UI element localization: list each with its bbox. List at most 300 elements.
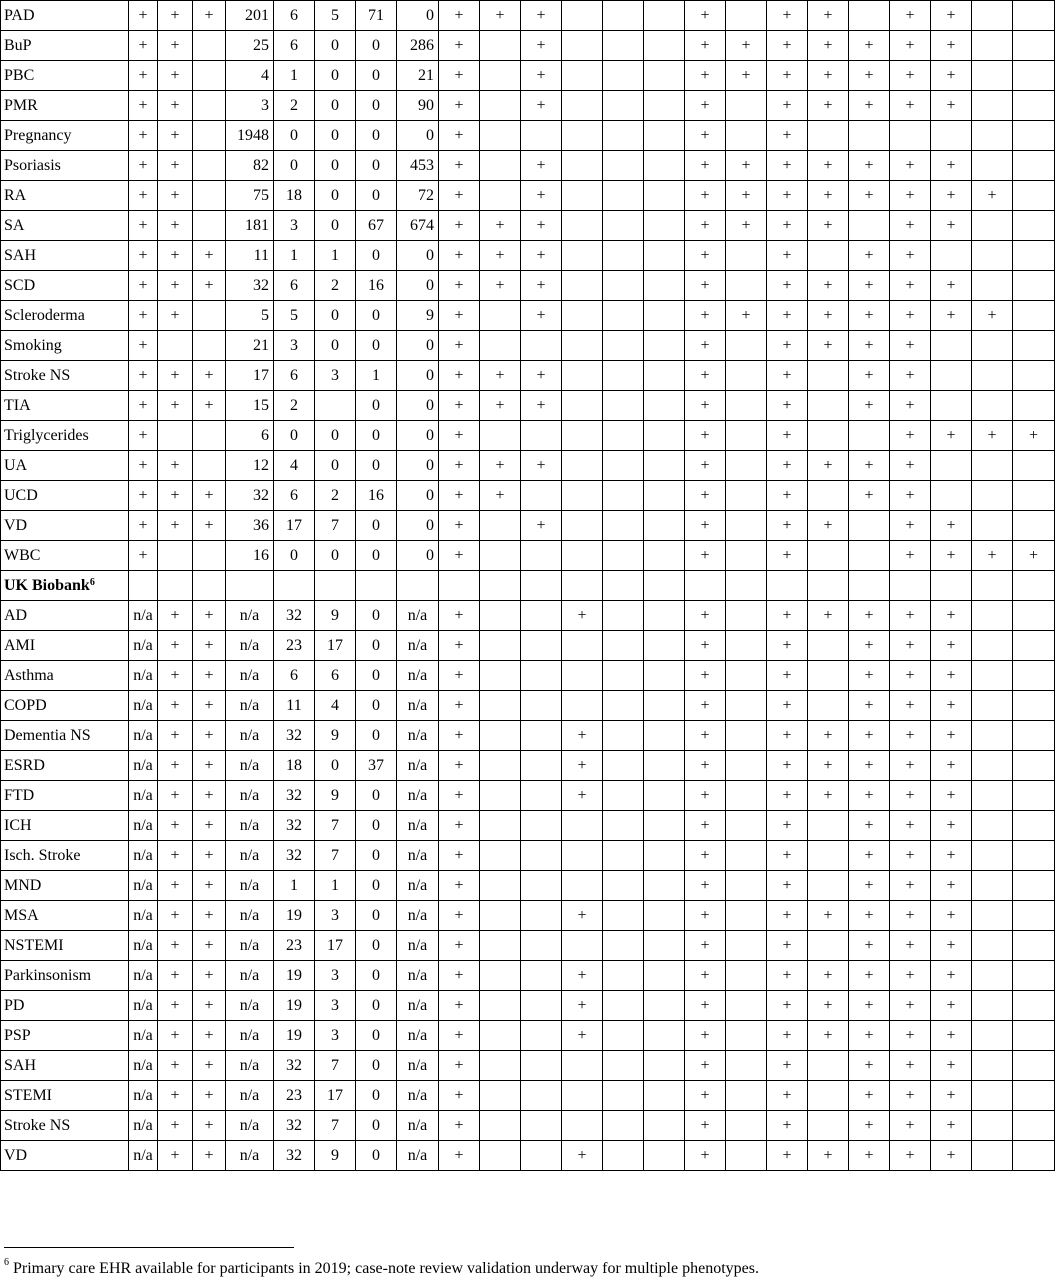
table-cell bbox=[726, 361, 767, 391]
table-cell: + bbox=[808, 751, 849, 781]
table-cell: 0 bbox=[356, 1051, 397, 1081]
table-cell bbox=[849, 121, 890, 151]
table-cell: 36 bbox=[226, 511, 274, 541]
section-row bbox=[1, 571, 1055, 601]
table-cell bbox=[849, 541, 890, 571]
table-cell: 32 bbox=[274, 811, 315, 841]
table-cell: + bbox=[767, 901, 808, 931]
table-cell: 17 bbox=[274, 511, 315, 541]
table-cell bbox=[521, 1111, 562, 1141]
table-cell: + bbox=[890, 421, 931, 451]
table-cell: + bbox=[685, 781, 726, 811]
table-cell: + bbox=[439, 331, 480, 361]
table-cell bbox=[603, 1141, 644, 1171]
table-cell: + bbox=[193, 751, 226, 781]
table-cell: + bbox=[849, 1081, 890, 1111]
table-cell: + bbox=[931, 1051, 972, 1081]
table-cell: n/a bbox=[397, 841, 439, 871]
table-cell: n/a bbox=[129, 631, 158, 661]
table-cell: + bbox=[158, 91, 193, 121]
table-cell bbox=[644, 571, 685, 601]
table-cell bbox=[808, 931, 849, 961]
table-cell: 6 bbox=[226, 421, 274, 451]
table-cell: + bbox=[521, 271, 562, 301]
row-label: COPD bbox=[1, 691, 129, 721]
table-cell: + bbox=[158, 211, 193, 241]
table-cell: + bbox=[129, 421, 158, 451]
table-cell: + bbox=[767, 811, 808, 841]
table-cell: + bbox=[158, 301, 193, 331]
table-cell: n/a bbox=[397, 721, 439, 751]
table-cell: 72 bbox=[397, 181, 439, 211]
table-cell bbox=[644, 271, 685, 301]
table-cell: + bbox=[193, 601, 226, 631]
table-cell bbox=[808, 541, 849, 571]
table-row bbox=[1, 511, 1055, 541]
table-cell: 0 bbox=[356, 1081, 397, 1111]
row-label: PMR bbox=[1, 91, 129, 121]
table-cell: 201 bbox=[226, 1, 274, 31]
table-cell bbox=[603, 451, 644, 481]
table-cell: n/a bbox=[226, 841, 274, 871]
table-row bbox=[1, 391, 1055, 421]
table-cell bbox=[521, 721, 562, 751]
table-cell: + bbox=[808, 271, 849, 301]
table-cell: + bbox=[849, 271, 890, 301]
table-cell bbox=[603, 1111, 644, 1141]
table-cell bbox=[644, 151, 685, 181]
table-cell: + bbox=[890, 271, 931, 301]
row-label: Triglycerides bbox=[1, 421, 129, 451]
table-cell: + bbox=[808, 1021, 849, 1051]
table-cell: + bbox=[767, 331, 808, 361]
table-cell: + bbox=[685, 901, 726, 931]
table-cell: + bbox=[931, 961, 972, 991]
table-cell bbox=[644, 241, 685, 271]
table-cell: 0 bbox=[356, 631, 397, 661]
table-cell: + bbox=[480, 451, 521, 481]
table-cell: + bbox=[890, 181, 931, 211]
table-cell: 19 bbox=[274, 901, 315, 931]
table-cell: + bbox=[129, 241, 158, 271]
table-row bbox=[1, 451, 1055, 481]
table-row bbox=[1, 991, 1055, 1021]
table-cell: + bbox=[931, 271, 972, 301]
table-cell bbox=[726, 271, 767, 301]
table-cell bbox=[972, 61, 1013, 91]
table-cell: 0 bbox=[274, 121, 315, 151]
row-label: BuP bbox=[1, 31, 129, 61]
table-cell: + bbox=[158, 901, 193, 931]
table-cell: + bbox=[439, 301, 480, 331]
table-cell bbox=[603, 31, 644, 61]
table-cell: n/a bbox=[226, 931, 274, 961]
table-cell: n/a bbox=[397, 811, 439, 841]
table-cell bbox=[521, 901, 562, 931]
table-cell: + bbox=[849, 1021, 890, 1051]
table-cell bbox=[972, 571, 1013, 601]
table-cell bbox=[521, 601, 562, 631]
table-cell bbox=[480, 961, 521, 991]
table-cell: 75 bbox=[226, 181, 274, 211]
table-cell: 0 bbox=[274, 151, 315, 181]
table-cell bbox=[480, 931, 521, 961]
table-cell: + bbox=[808, 31, 849, 61]
table-cell: + bbox=[890, 481, 931, 511]
table-cell bbox=[603, 751, 644, 781]
table-cell: + bbox=[767, 961, 808, 991]
table-cell bbox=[603, 481, 644, 511]
footnote-reference: 6 bbox=[89, 577, 95, 588]
table-cell: + bbox=[849, 1051, 890, 1081]
table-cell bbox=[562, 691, 603, 721]
table-cell: + bbox=[480, 271, 521, 301]
table-cell: 9 bbox=[315, 601, 356, 631]
table-cell bbox=[193, 181, 226, 211]
table-cell: + bbox=[726, 61, 767, 91]
table-cell: + bbox=[890, 751, 931, 781]
table-cell bbox=[808, 391, 849, 421]
table-cell: + bbox=[158, 1141, 193, 1171]
table-cell: + bbox=[890, 91, 931, 121]
table-cell bbox=[726, 391, 767, 421]
table-cell: + bbox=[158, 31, 193, 61]
table-cell: + bbox=[931, 931, 972, 961]
table-cell: n/a bbox=[397, 691, 439, 721]
table-cell: + bbox=[685, 211, 726, 241]
table-cell bbox=[193, 421, 226, 451]
table-row bbox=[1, 631, 1055, 661]
table-cell: 0 bbox=[397, 1, 439, 31]
table-cell bbox=[644, 451, 685, 481]
table-cell bbox=[480, 91, 521, 121]
table-cell: + bbox=[808, 901, 849, 931]
table-cell: + bbox=[808, 511, 849, 541]
table-cell: + bbox=[767, 691, 808, 721]
table-cell: + bbox=[931, 841, 972, 871]
table-cell: n/a bbox=[129, 811, 158, 841]
table-cell: + bbox=[129, 121, 158, 151]
table-cell: 0 bbox=[356, 301, 397, 331]
table-cell bbox=[521, 121, 562, 151]
table-row bbox=[1, 931, 1055, 961]
table-cell: + bbox=[767, 31, 808, 61]
table-cell bbox=[726, 331, 767, 361]
table-cell bbox=[644, 691, 685, 721]
row-label: Isch. Stroke bbox=[1, 841, 129, 871]
table-cell bbox=[193, 31, 226, 61]
table-cell: + bbox=[521, 451, 562, 481]
table-cell bbox=[972, 151, 1013, 181]
table-cell bbox=[972, 1081, 1013, 1111]
table-cell: + bbox=[158, 631, 193, 661]
table-cell bbox=[972, 1021, 1013, 1051]
table-cell bbox=[1013, 301, 1055, 331]
table-cell bbox=[480, 1081, 521, 1111]
table-cell bbox=[480, 1021, 521, 1051]
table-cell bbox=[562, 211, 603, 241]
table-cell: + bbox=[562, 1141, 603, 1171]
table-cell bbox=[972, 121, 1013, 151]
table-cell: 1948 bbox=[226, 121, 274, 151]
table-cell: 0 bbox=[315, 301, 356, 331]
table-cell: + bbox=[193, 511, 226, 541]
table-cell: + bbox=[439, 241, 480, 271]
table-cell: + bbox=[849, 481, 890, 511]
table-row bbox=[1, 301, 1055, 331]
table-cell: n/a bbox=[226, 871, 274, 901]
table-cell: + bbox=[193, 1021, 226, 1051]
row-label: AMI bbox=[1, 631, 129, 661]
table-cell: + bbox=[931, 781, 972, 811]
table-cell: 32 bbox=[274, 781, 315, 811]
table-cell: + bbox=[158, 931, 193, 961]
table-cell: 3 bbox=[315, 901, 356, 931]
table-cell: n/a bbox=[129, 991, 158, 1021]
table-cell bbox=[972, 781, 1013, 811]
table-cell: 0 bbox=[356, 1141, 397, 1171]
table-cell: + bbox=[849, 991, 890, 1021]
table-cell: + bbox=[685, 391, 726, 421]
table-cell bbox=[356, 571, 397, 601]
table-cell bbox=[726, 931, 767, 961]
table-cell: 37 bbox=[356, 751, 397, 781]
table-cell bbox=[480, 331, 521, 361]
table-cell: + bbox=[931, 661, 972, 691]
table-cell: 0 bbox=[356, 661, 397, 691]
table-cell: + bbox=[439, 1081, 480, 1111]
table-cell bbox=[972, 661, 1013, 691]
row-label: STEMI bbox=[1, 1081, 129, 1111]
table-cell bbox=[931, 451, 972, 481]
footnote bbox=[4, 1257, 759, 1278]
table-cell: n/a bbox=[226, 961, 274, 991]
table-cell: + bbox=[193, 721, 226, 751]
table-cell: + bbox=[480, 211, 521, 241]
table-cell: + bbox=[158, 691, 193, 721]
table-row bbox=[1, 181, 1055, 211]
table-cell bbox=[644, 961, 685, 991]
table-cell bbox=[521, 541, 562, 571]
table-cell bbox=[808, 691, 849, 721]
table-cell: + bbox=[439, 661, 480, 691]
table-cell: + bbox=[193, 241, 226, 271]
table-cell bbox=[972, 391, 1013, 421]
table-cell: + bbox=[129, 31, 158, 61]
table-cell: + bbox=[767, 991, 808, 1021]
table-cell: n/a bbox=[397, 1051, 439, 1081]
table-cell: n/a bbox=[226, 1051, 274, 1081]
table-cell bbox=[480, 571, 521, 601]
table-cell: + bbox=[685, 151, 726, 181]
table-cell bbox=[562, 481, 603, 511]
table-cell bbox=[644, 901, 685, 931]
table-cell: + bbox=[193, 661, 226, 691]
table-cell: + bbox=[193, 991, 226, 1021]
table-cell bbox=[562, 841, 603, 871]
table-cell bbox=[562, 931, 603, 961]
table-cell bbox=[972, 511, 1013, 541]
table-cell: 0 bbox=[397, 481, 439, 511]
table-cell: + bbox=[890, 391, 931, 421]
table-cell: + bbox=[931, 1141, 972, 1171]
table-cell: + bbox=[521, 391, 562, 421]
table-cell bbox=[521, 331, 562, 361]
table-cell bbox=[726, 91, 767, 121]
table-cell bbox=[972, 751, 1013, 781]
table-cell: 0 bbox=[274, 421, 315, 451]
table-cell bbox=[1013, 211, 1055, 241]
table-cell: + bbox=[890, 781, 931, 811]
table-cell: + bbox=[685, 31, 726, 61]
table-cell: 2 bbox=[315, 481, 356, 511]
table-cell bbox=[808, 1111, 849, 1141]
table-cell bbox=[193, 61, 226, 91]
table-cell: n/a bbox=[226, 661, 274, 691]
table-cell: + bbox=[439, 511, 480, 541]
table-cell bbox=[972, 31, 1013, 61]
table-cell: + bbox=[685, 481, 726, 511]
table-cell: + bbox=[129, 211, 158, 241]
table-row bbox=[1, 721, 1055, 751]
table-cell: 4 bbox=[274, 451, 315, 481]
table-cell: 25 bbox=[226, 31, 274, 61]
table-cell bbox=[808, 1051, 849, 1081]
table-cell: + bbox=[808, 601, 849, 631]
table-cell bbox=[1013, 691, 1055, 721]
table-cell bbox=[808, 241, 849, 271]
table-cell bbox=[158, 421, 193, 451]
table-cell bbox=[193, 211, 226, 241]
table-cell: + bbox=[849, 871, 890, 901]
table-cell: + bbox=[767, 751, 808, 781]
table-cell: + bbox=[808, 181, 849, 211]
table-cell bbox=[644, 181, 685, 211]
table-cell: + bbox=[767, 451, 808, 481]
table-cell bbox=[972, 451, 1013, 481]
table-cell: n/a bbox=[129, 661, 158, 691]
table-cell: + bbox=[685, 721, 726, 751]
table-cell: 0 bbox=[315, 211, 356, 241]
table-cell bbox=[603, 691, 644, 721]
table-cell: + bbox=[767, 661, 808, 691]
table-cell bbox=[644, 991, 685, 1021]
table-cell bbox=[726, 871, 767, 901]
table-cell: n/a bbox=[226, 691, 274, 721]
table-cell: + bbox=[193, 811, 226, 841]
table-cell bbox=[603, 601, 644, 631]
table-cell bbox=[480, 751, 521, 781]
table-cell bbox=[644, 931, 685, 961]
table-cell: + bbox=[767, 631, 808, 661]
table-cell: + bbox=[562, 781, 603, 811]
table-cell: 0 bbox=[356, 601, 397, 631]
table-cell: 674 bbox=[397, 211, 439, 241]
table-cell: + bbox=[439, 901, 480, 931]
table-cell bbox=[726, 781, 767, 811]
table-cell: + bbox=[685, 91, 726, 121]
table-cell: + bbox=[193, 871, 226, 901]
table-cell: + bbox=[808, 61, 849, 91]
table-cell: n/a bbox=[129, 1141, 158, 1171]
table-cell bbox=[193, 541, 226, 571]
table-cell bbox=[1013, 1021, 1055, 1051]
table-cell bbox=[972, 601, 1013, 631]
table-cell: + bbox=[521, 301, 562, 331]
table-cell: + bbox=[193, 1111, 226, 1141]
table-cell: + bbox=[931, 91, 972, 121]
table-cell: + bbox=[931, 691, 972, 721]
table-cell bbox=[644, 481, 685, 511]
row-label: Stroke NS bbox=[1, 1111, 129, 1141]
table-cell: + bbox=[158, 61, 193, 91]
table-cell: 4 bbox=[226, 61, 274, 91]
table-cell: + bbox=[439, 391, 480, 421]
table-cell: + bbox=[521, 1, 562, 31]
footnote-rule bbox=[4, 1247, 294, 1248]
table-cell bbox=[1013, 781, 1055, 811]
table-cell bbox=[931, 121, 972, 151]
table-row bbox=[1, 961, 1055, 991]
table-cell: 32 bbox=[226, 481, 274, 511]
table-cell: 181 bbox=[226, 211, 274, 241]
table-cell: 3 bbox=[315, 1021, 356, 1051]
table-cell: + bbox=[767, 181, 808, 211]
table-cell bbox=[644, 1, 685, 31]
table-cell: 0 bbox=[356, 121, 397, 151]
table-cell bbox=[562, 241, 603, 271]
table-cell: + bbox=[890, 811, 931, 841]
table-cell: + bbox=[767, 481, 808, 511]
table-cell: 0 bbox=[356, 31, 397, 61]
table-cell bbox=[562, 301, 603, 331]
table-cell bbox=[603, 121, 644, 151]
table-cell: 3 bbox=[226, 91, 274, 121]
table-cell bbox=[644, 91, 685, 121]
table-cell: + bbox=[158, 601, 193, 631]
table-cell: n/a bbox=[397, 1111, 439, 1141]
table-cell bbox=[562, 1081, 603, 1111]
table-cell bbox=[603, 331, 644, 361]
table-cell: 7 bbox=[315, 1111, 356, 1141]
table-cell: 17 bbox=[315, 1081, 356, 1111]
table-cell: 5 bbox=[226, 301, 274, 331]
table-cell: 0 bbox=[397, 271, 439, 301]
table-cell: + bbox=[767, 1111, 808, 1141]
table-cell: + bbox=[562, 751, 603, 781]
table-cell: + bbox=[439, 181, 480, 211]
table-cell: + bbox=[931, 421, 972, 451]
table-cell: + bbox=[439, 31, 480, 61]
table-cell: + bbox=[767, 1021, 808, 1051]
table-cell: 17 bbox=[226, 361, 274, 391]
table-cell bbox=[521, 871, 562, 901]
table-cell bbox=[562, 571, 603, 601]
table-cell bbox=[808, 811, 849, 841]
row-label: ICH bbox=[1, 811, 129, 841]
table-cell bbox=[644, 721, 685, 751]
table-cell bbox=[274, 571, 315, 601]
table-cell bbox=[726, 241, 767, 271]
table-cell: 23 bbox=[274, 1081, 315, 1111]
table-cell bbox=[1013, 841, 1055, 871]
table-cell: 23 bbox=[274, 631, 315, 661]
table-cell bbox=[808, 661, 849, 691]
table-cell: + bbox=[193, 1051, 226, 1081]
table-cell: 0 bbox=[356, 421, 397, 451]
table-cell: 1 bbox=[274, 871, 315, 901]
table-cell: + bbox=[685, 871, 726, 901]
